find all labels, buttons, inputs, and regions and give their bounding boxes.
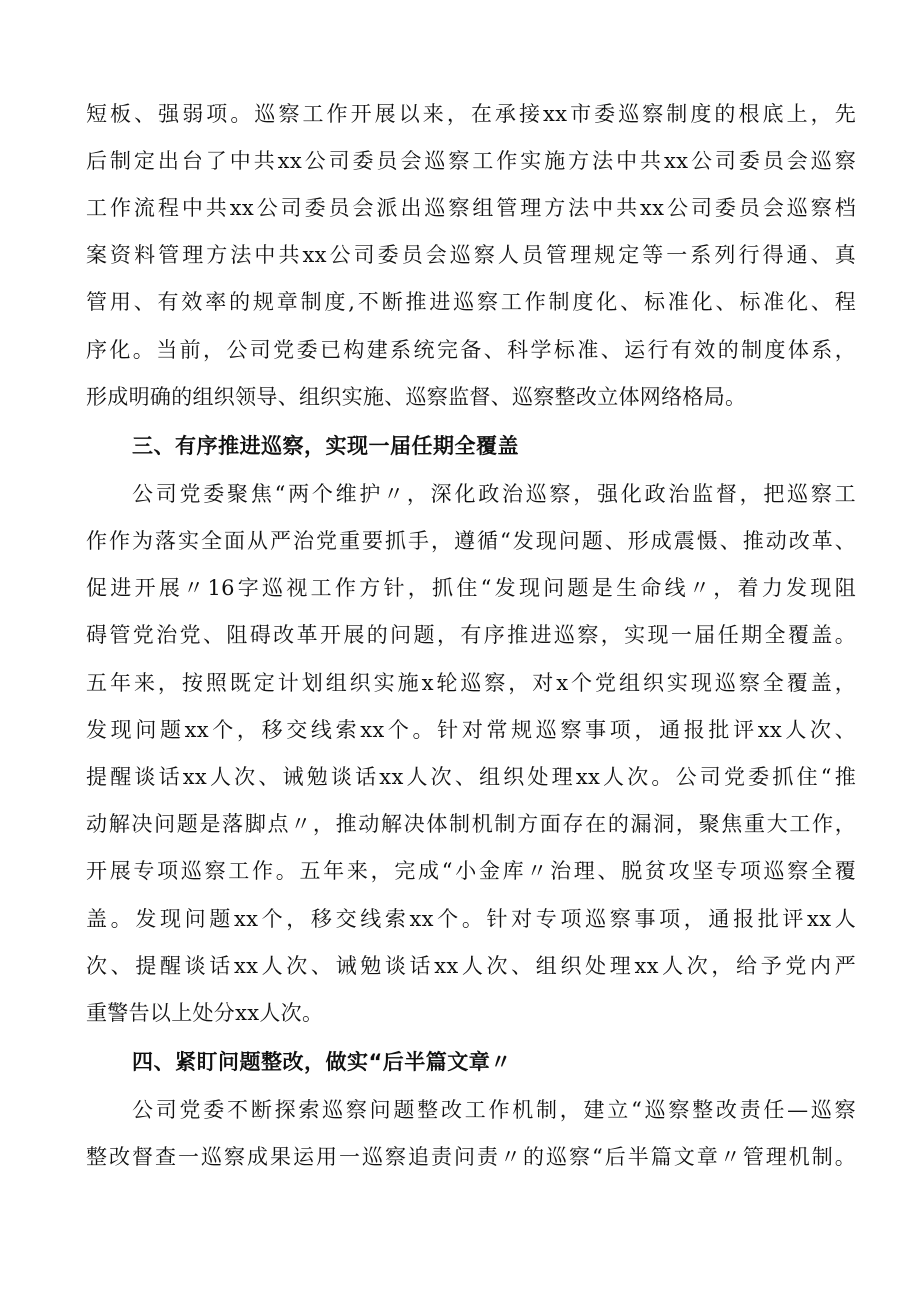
paragraph-line: 短板、强弱项。巡察工作开展以来，在承接xx市委巡察制度的根底上，先 [86, 102, 856, 126]
paragraph-line: 次、提醒谈话xx人次、诫勉谈话xx人次、组织处理xx人次，给予党内严 [86, 954, 856, 978]
section-heading-3: 三、有序推进巡察，实现一届任期全覆盖 [132, 434, 519, 458]
paragraph-line: 动解决问题是落脚点〃，推动解决体制机制方面存在的漏洞，聚焦重大工作， [86, 812, 856, 836]
paragraph-line: 管用、有效率的规章制度,不断推进巡察工作制度化、标准化、标准化、程 [86, 290, 856, 314]
paragraph-line: 作作为落实全面从严治党重要抓手，遵循“发现问题、形成震慑、推动改革、 [86, 529, 856, 553]
paragraph-line: 发现问题xx个，移交线索xx个。针对常规巡察事项，通报批评xx人次、 [86, 718, 856, 742]
paragraph-line: 重警告以上处分xx人次。 [86, 1001, 324, 1025]
paragraph-line: 公司党委聚焦“两个维护〃，深化政治巡察，强化政治监督，把巡察工 [132, 482, 856, 506]
paragraph-line: 整改督查一巡察成果运用一巡察追责问责〃的巡察“后半篇文章〃管理机制。 [86, 1145, 856, 1169]
paragraph-line: 形成明确的组织领导、组织实施、巡察监督、巡察整改立体网络格局。 [86, 385, 747, 409]
paragraph-line: 公司党委不断探索巡察问题整改工作机制，建立“巡察整改责任—巡察 [132, 1098, 856, 1122]
paragraph-line: 五年来，按照既定计划组织实施x轮巡察，对x个党组织实现巡察全覆盖， [86, 671, 856, 695]
paragraph-line: 序化。当前，公司党委已构建系统完备、科学标准、运行有效的制度体系， [86, 338, 856, 362]
paragraph-line: 开展专项巡察工作。五年来，完成“小金库〃治理、脱贫攻坚专项巡察全覆 [86, 859, 856, 883]
paragraph-line: 盖。发现问题xx个，移交线索xx个。针对专项巡察事项，通报批评xx人 [86, 907, 856, 931]
paragraph-line: 碍管党治党、阻碍改革开展的问题，有序推进巡察，实现一届任期全覆盖。 [86, 623, 856, 647]
paragraph-line: 促进开展〃16字巡视工作方针，抓住“发现问题是生命线〃，着力发现阻 [86, 576, 856, 600]
paragraph-line: 后制定出台了中共xx公司委员会巡察工作实施方法中共xx公司委员会巡察 [86, 149, 856, 173]
paragraph-line: 工作流程中共xx公司委员会派出巡察组管理方法中共xx公司委员会巡察档 [86, 196, 856, 220]
section-heading-4: 四、紧盯问题整改，做实“后半篇文章〃 [132, 1050, 512, 1074]
paragraph-line: 提醒谈话xx人次、诫勉谈话xx人次、组织处理xx人次。公司党委抓住“推 [86, 765, 856, 789]
paragraph-line: 案资料管理方法中共xx公司委员会巡察人员管理规定等一系列行得通、真 [86, 243, 856, 267]
